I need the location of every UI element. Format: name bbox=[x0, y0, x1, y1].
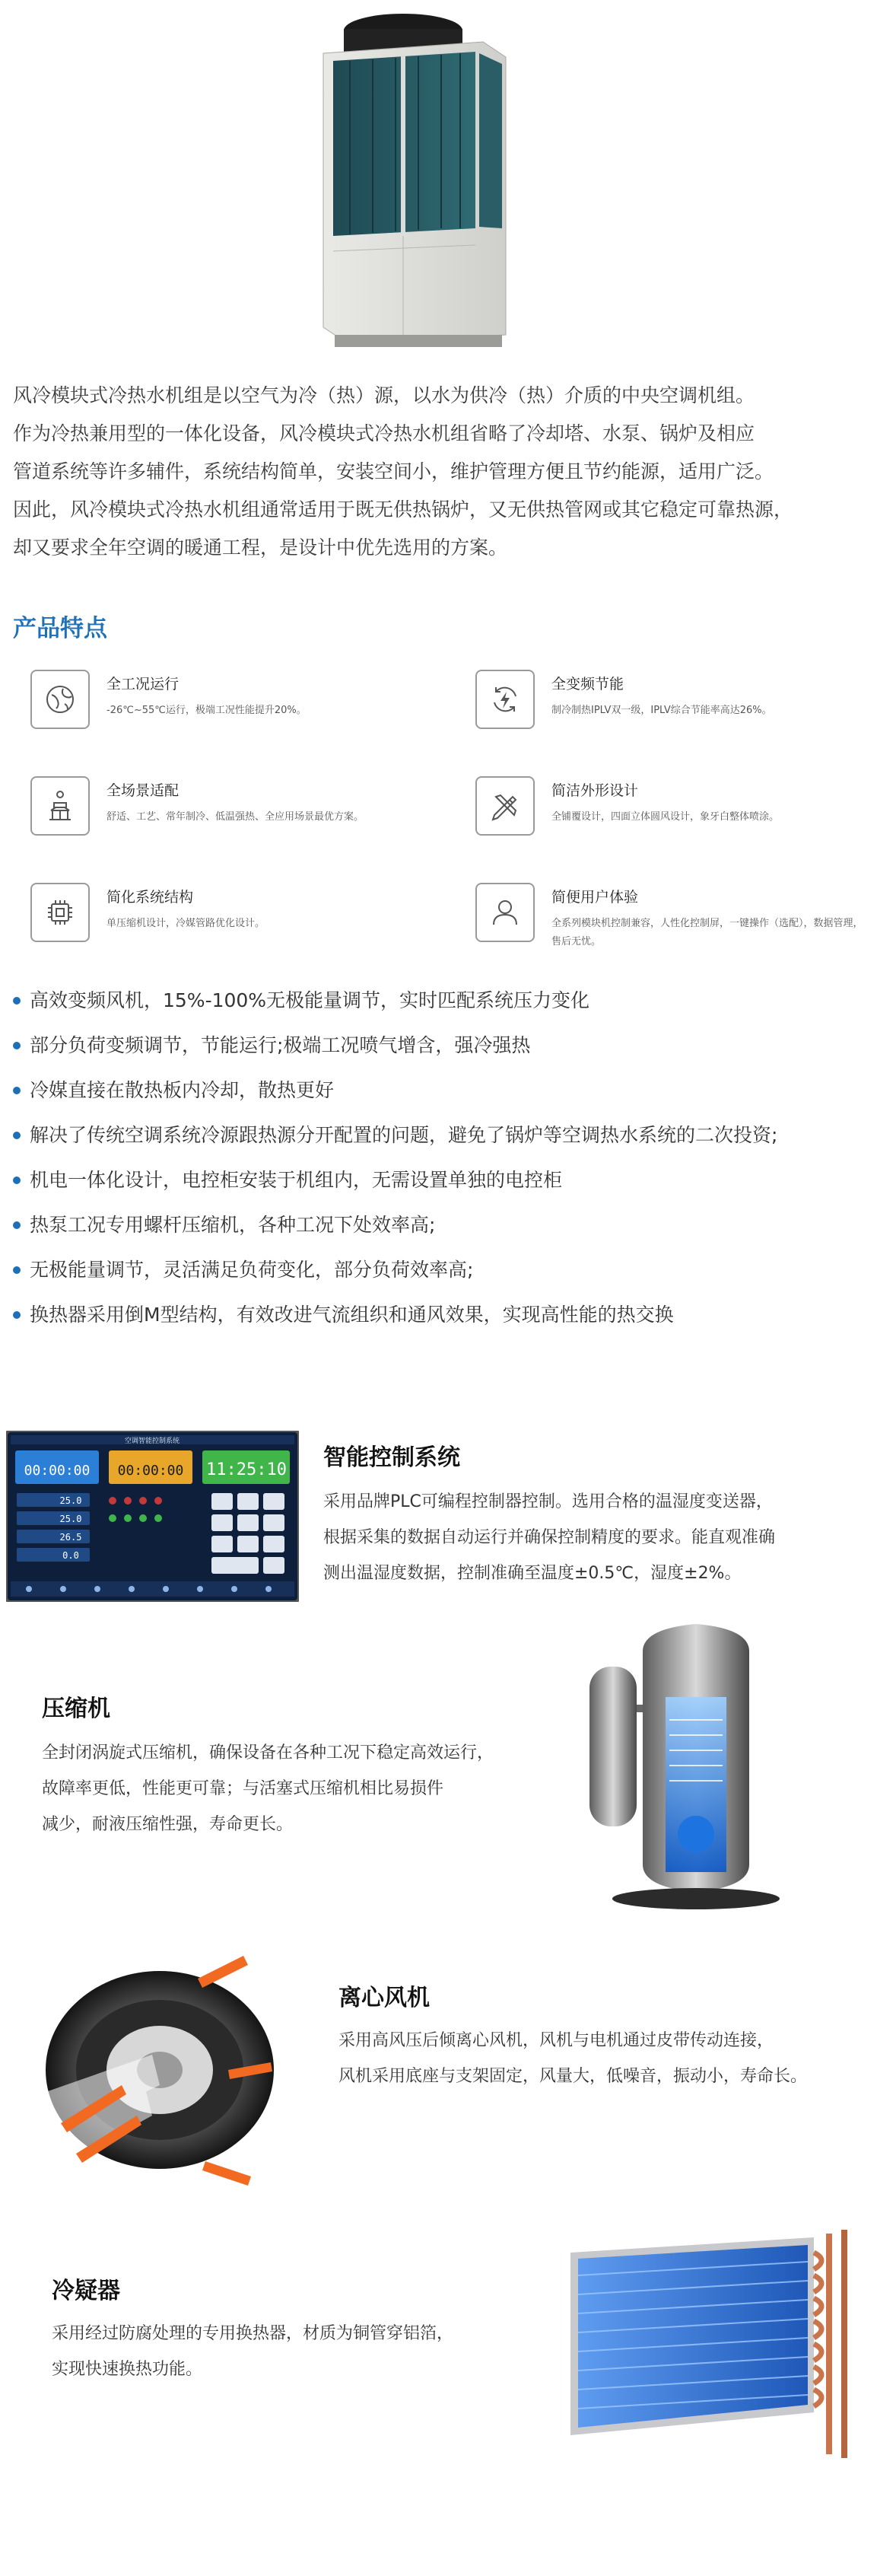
intro-line: 作为冷热兼用型的一体化设备，风冷模块式冷热水机组省略了冷却塔、水泵、锅炉及相应 bbox=[13, 422, 755, 444]
feature-desc: -26℃~55℃运行，极端工况性能提升20%。 bbox=[106, 705, 307, 716]
compressor-image bbox=[574, 1613, 787, 1918]
fan-paragraph bbox=[338, 2023, 807, 2094]
feature-title: 简洁外形设计 bbox=[551, 782, 639, 799]
bullet-item: 解决了传统空调系统冷源跟热源分开配置的问题，避免了锅炉等空调热水系统的二次投资; bbox=[13, 1113, 872, 1157]
panel-value: 0.0 bbox=[62, 1550, 79, 1561]
feature-title: 简便用户体验 bbox=[551, 889, 639, 906]
intro-line: 风冷模块式冷热水机组是以空气为冷（热）源，以水为供冷（热）介质的中央空调机组。 bbox=[13, 384, 755, 406]
feature-desc: 全铺覆设计，四面立体圆风设计，象牙白整体喷涂。 bbox=[551, 811, 780, 823]
bullet-item: 冷媒直接在散热板内冷却，散热更好 bbox=[13, 1068, 872, 1113]
feature-title: 全场景适配 bbox=[106, 782, 180, 799]
readout: 00:00:00 bbox=[117, 1463, 184, 1479]
condenser-paragraph bbox=[52, 2316, 453, 2387]
feature-item bbox=[460, 883, 863, 959]
energy-cycle-icon bbox=[475, 670, 535, 729]
panel-title: 空调智能控制系统 bbox=[124, 1438, 180, 1445]
clock-readout: 11:25:10 bbox=[206, 1460, 287, 1479]
centrifugal-fan-image bbox=[0, 1933, 281, 2222]
bullet-item: 热泵工况专用螺杆压缩机，各种工况下处效率高; bbox=[13, 1202, 872, 1247]
condenser-coil-image bbox=[540, 2222, 860, 2473]
feature-item bbox=[15, 883, 411, 959]
hero-unit-image bbox=[289, 0, 517, 358]
panel-value: 25.0 bbox=[59, 1495, 82, 1506]
design-tools-icon bbox=[475, 776, 535, 836]
feature-item bbox=[460, 776, 856, 852]
control-line: 测出温湿度数据，控制准确至温度±0.5℃，湿度±2%。 bbox=[323, 1564, 742, 1583]
intro-paragraph bbox=[13, 377, 872, 567]
compressor-line: 全封闭涡旋式压缩机，确保设备在各种工况下稳定高效运行， bbox=[42, 1743, 494, 1762]
bullet-item: 部分负荷变频调节，节能运行;极端工况喷气增含，强冷强热 bbox=[13, 1023, 872, 1068]
bullet-item: 无极能量调节，灵活满足负荷变化，部分负荷效率高; bbox=[13, 1247, 872, 1292]
compressor-line: 减少，耐液压缩性强，寿命更长。 bbox=[42, 1815, 294, 1834]
features-title: 产品特点 bbox=[13, 615, 107, 642]
control-line: 根据采集的数据自动运行并确保控制精度的要求。能直观准确 bbox=[323, 1528, 776, 1547]
feature-bullet-list bbox=[13, 978, 872, 1337]
feature-desc: 舒适、工艺、常年制冷、低温强热、全应用场景最优方案。 bbox=[106, 811, 364, 823]
feature-desc: 全系列模块机控制兼容，人性化控制屏，一键操作（选配），数据管理，售后无忧。 bbox=[551, 918, 863, 947]
chip-icon bbox=[30, 883, 90, 942]
globe-icon bbox=[30, 670, 90, 729]
fan-line: 采用高风压后倾离心风机，风机与电机通过皮带传动连接， bbox=[338, 2031, 774, 2050]
intro-line: 却又要求全年空调的暖通工程，是设计中优先选用的方案。 bbox=[13, 537, 508, 559]
condenser-title: 冷疑器 bbox=[52, 2278, 120, 2304]
intro-line: 因此，风冷模块式冷热水机组通常适用于既无供热锅炉，又无供热管网或其它稳定可靠热源， bbox=[13, 498, 793, 521]
readout: 00:00:00 bbox=[24, 1463, 91, 1479]
feature-item bbox=[15, 670, 411, 746]
user-icon bbox=[475, 883, 535, 942]
bullet-item: 高效变频风机，15%-100%无极能量调节，实时匹配系统压力变化 bbox=[13, 978, 872, 1023]
compressor-line: 故障率更低，性能更可靠；与活塞式压缩机相比易损件 bbox=[42, 1779, 444, 1798]
feature-desc: 单压缩机设计，冷媒管路优化设计。 bbox=[106, 918, 265, 929]
fan-line: 风机采用底座与支架固定，风量大，低噪音，振动小，寿命长。 bbox=[338, 2067, 808, 2086]
compressor-paragraph bbox=[42, 1735, 494, 1842]
control-line: 采用品牌PLC可编程控制器控制。选用合格的温湿度变送器， bbox=[323, 1492, 773, 1511]
panel-value: 25.0 bbox=[59, 1514, 82, 1524]
control-panel-image bbox=[6, 1431, 299, 1602]
panel-value: 26.5 bbox=[59, 1532, 82, 1543]
feature-title: 简化系统结构 bbox=[106, 889, 194, 906]
control-paragraph bbox=[323, 1484, 775, 1591]
intro-line: 管道系统等许多辅件，系统结构简单，安装空间小，维护管理方便且节约能源，适用广泛。 bbox=[13, 460, 774, 482]
condenser-line: 采用经过防腐处理的专用换热器，材质为铜管穿铝箔， bbox=[52, 2324, 454, 2343]
scene-building-icon bbox=[30, 776, 90, 836]
feature-title: 全变频节能 bbox=[551, 676, 624, 693]
feature-item bbox=[15, 776, 411, 852]
condenser-line: 实现快速换热功能。 bbox=[52, 2360, 203, 2379]
feature-desc: 制冷制热IPLV双一级，IPLV综合节能率高达26%。 bbox=[551, 705, 772, 716]
feature-title: 全工况运行 bbox=[106, 676, 180, 693]
compressor-title: 压缩机 bbox=[42, 1696, 110, 1722]
control-title: 智能控制系统 bbox=[323, 1444, 460, 1471]
bullet-item: 换热器采用倒M型结构，有效改进气流组织和通风效果，实现高性能的热交换 bbox=[13, 1292, 872, 1337]
bullet-item: 机电一体化设计，电控柜安装于机组内，无需设置单独的电控柜 bbox=[13, 1157, 872, 1202]
feature-item bbox=[460, 670, 856, 746]
fan-title: 离心风机 bbox=[338, 1985, 430, 2011]
